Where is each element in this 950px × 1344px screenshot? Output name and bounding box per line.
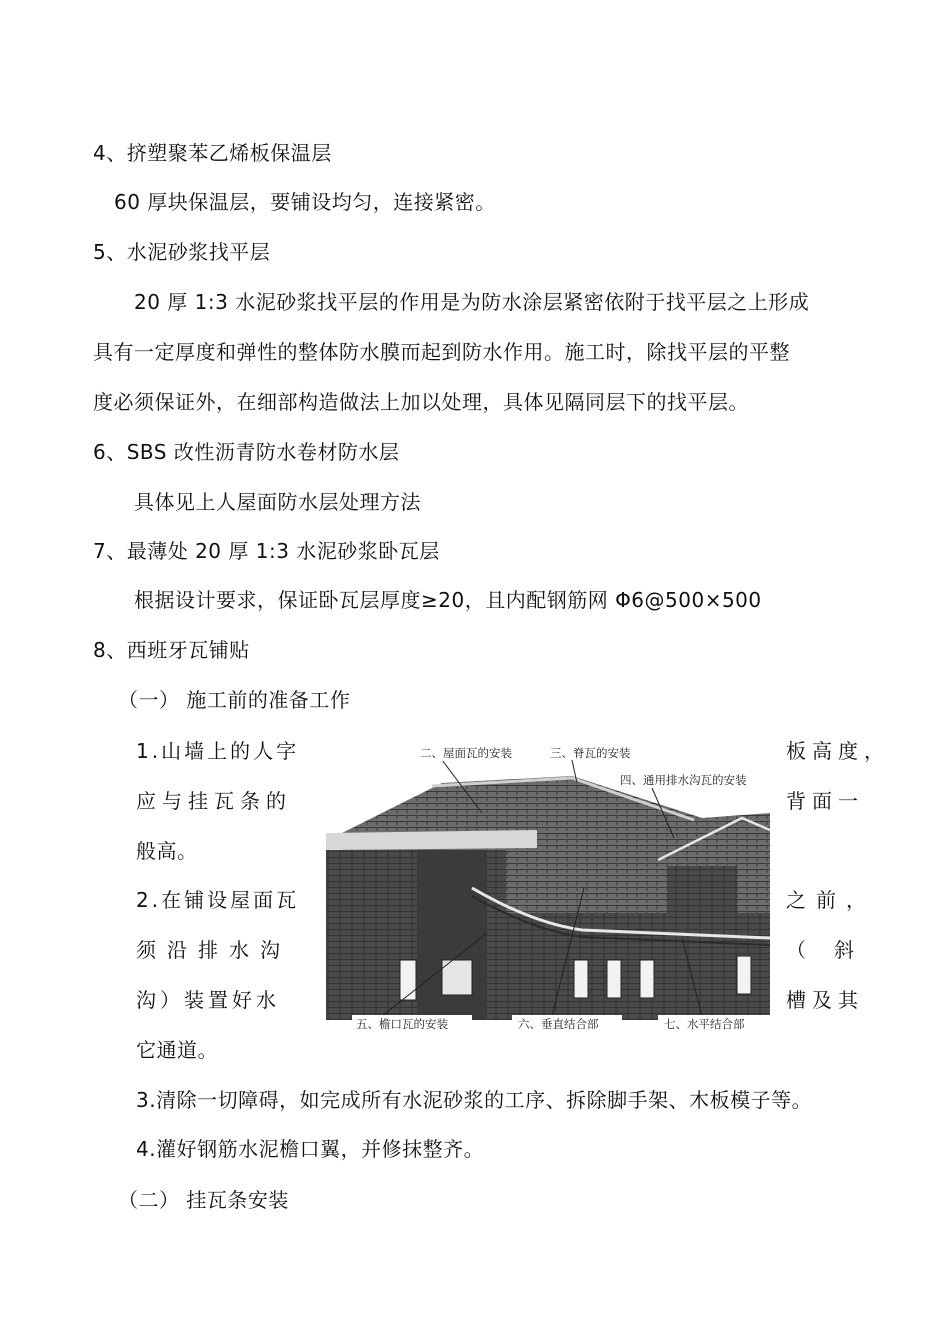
window xyxy=(607,960,621,998)
left-eave xyxy=(326,830,537,850)
section-4-heading: 4、挤塑聚苯乙烯板保温层 xyxy=(93,141,332,165)
item-1-line-2-right: 背面一 xyxy=(786,789,864,813)
section-6-body: 具体见上人屋面防水层处理方法 xyxy=(134,490,421,514)
caption-drain-tile: 四、通用排水沟瓦的安装 xyxy=(620,773,747,787)
item-2-line-1-right: 之前， xyxy=(786,888,876,912)
section-5-body-line-1: 20 厚 1:3 水泥砂浆找平层的作用是为防水涂层紧密依附于找平层之上形成 xyxy=(134,290,810,314)
roof-photo-illustration xyxy=(322,738,772,1038)
section-7-heading: 7、最薄处 20 厚 1:3 水泥砂浆卧瓦层 xyxy=(93,539,440,563)
section-4-body: 60 厚块保温层，要铺设均匀，连接紧密。 xyxy=(114,190,496,214)
window xyxy=(400,960,416,1000)
caption-eave-tile: 五、檐口瓦的安装 xyxy=(356,1017,448,1031)
section-5-body-line-2: 具有一定厚度和弹性的整体防水膜而起到防水作用。施工时，除找平层的平整 xyxy=(93,340,790,364)
item-2-line-3: 沟）装置好水 xyxy=(136,988,280,1012)
roof-tile-installation-figure xyxy=(322,738,772,1038)
window xyxy=(737,956,751,994)
item-1-line-2: 应与挂瓦条的 xyxy=(136,789,292,813)
section-7-body: 根据设计要求，保证卧瓦层厚度≥20，且内配钢筋网 Φ6@500×500 xyxy=(134,588,762,612)
item-2-line-4: 它通道。 xyxy=(136,1038,218,1062)
item-4: 4.灌好钢筋水泥檐口翼，并修抹整齐。 xyxy=(136,1137,485,1161)
item-3: 3.清除一切障碍，如完成所有水泥砂浆的工序、拆除脚手架、木板模子等。 xyxy=(136,1088,813,1112)
item-1-line-1: 1.山墙上的人字 xyxy=(136,739,300,763)
section-6-heading: 6、SBS 改性沥青防水卷材防水层 xyxy=(93,440,400,464)
section-5-body-line-3: 度必须保证外，在细部构造做法上加以处理，具体见隔同层下的找平层。 xyxy=(93,390,749,414)
caption-vertical-joint: 六、垂直结合部 xyxy=(518,1017,599,1031)
subsection-1-heading: （一） 施工前的准备工作 xyxy=(118,688,351,712)
caption-horizontal-joint: 七、水平结合部 xyxy=(664,1017,745,1031)
item-2-line-2-right: （斜 xyxy=(786,938,882,962)
window xyxy=(640,960,654,998)
item-2-line-3-right: 槽及其 xyxy=(786,988,864,1012)
item-1-line-1-right: 板高度， xyxy=(786,739,890,763)
caption-roof-tile: 二、屋面瓦的安装 xyxy=(420,746,512,760)
section-5-heading: 5、水泥砂浆找平层 xyxy=(93,240,271,264)
item-2-line-1: 2.在铺设屋面瓦 xyxy=(136,888,300,912)
subsection-2-heading: （二） 挂瓦条安装 xyxy=(118,1188,289,1212)
section-8-heading: 8、西班牙瓦铺贴 xyxy=(93,638,250,662)
item-2-line-2: 须沿排水沟 xyxy=(136,938,291,962)
caption-ridge-tile: 三、脊瓦的安装 xyxy=(550,746,631,760)
window xyxy=(574,960,588,998)
item-1-line-3: 般高。 xyxy=(136,839,198,863)
